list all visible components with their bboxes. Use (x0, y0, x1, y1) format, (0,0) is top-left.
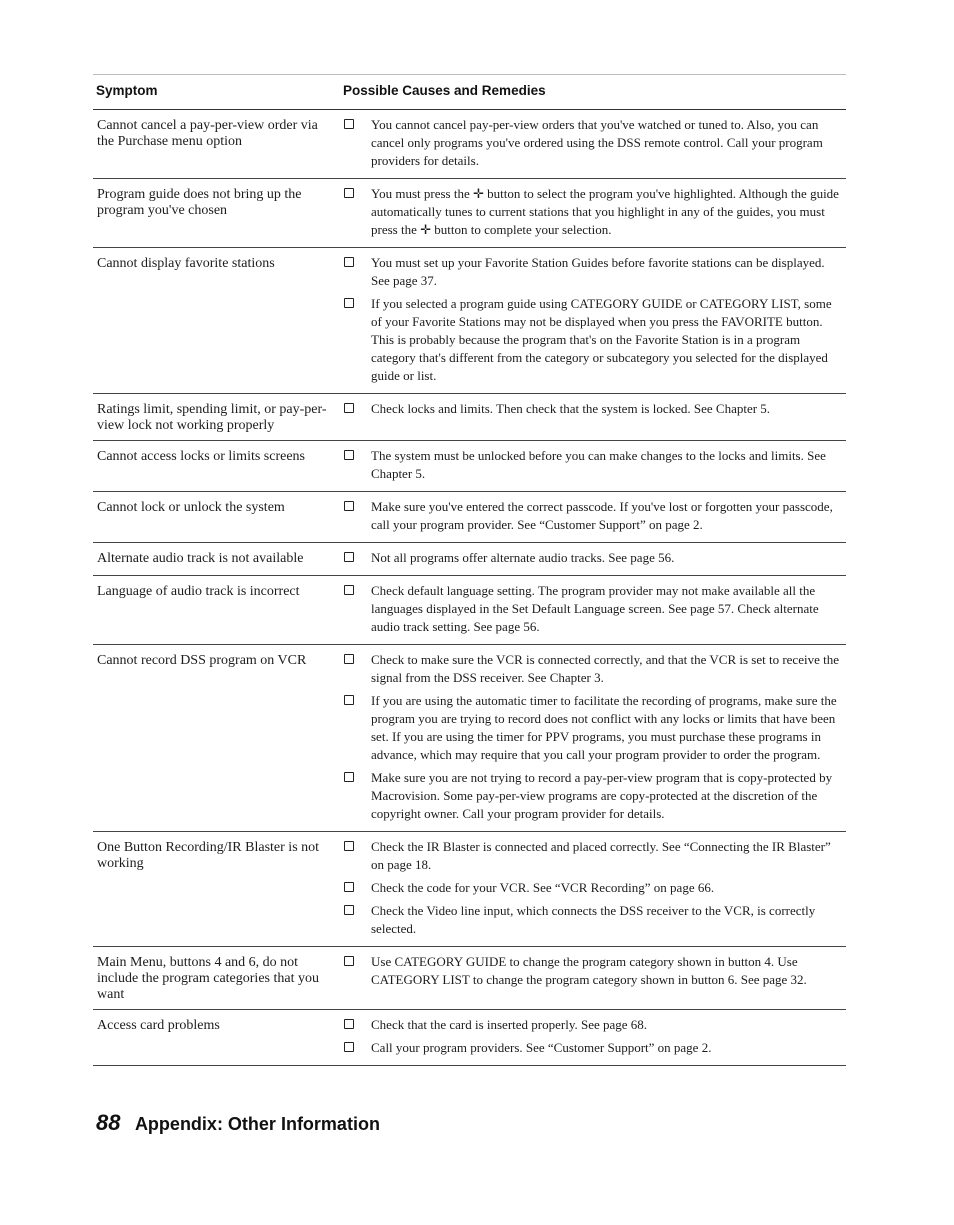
remedy-text: Check to make sure the VCR is connected correctly, and that the VCR is set to receive the signal from the DSS receiver. See Chapter 3. (371, 652, 839, 685)
causes-column-header: Possible Causes and Remedies (343, 83, 546, 98)
remedy-text: The system must be unlocked before you can make changes to the locks and limits. See Chapter 5. (371, 448, 826, 481)
remedy-item (333, 902, 842, 938)
checkbox-bullet-icon (344, 403, 354, 413)
remedy-text: Make sure you've entered the correct passcode. If you've lost or forgotten your passcode, call your program provider. See “Customer Support” on page 2. (371, 499, 833, 532)
symptom-text: Cannot lock or unlock the system (97, 500, 285, 515)
remedy-item (333, 1016, 842, 1034)
remedy-item (333, 447, 842, 483)
symptom-text: Cannot record DSS program on VCR (97, 653, 307, 668)
remedies-list (333, 492, 846, 542)
checkbox-bullet-icon (344, 695, 354, 705)
remedy-item (333, 692, 842, 764)
remedy-item (333, 549, 842, 567)
checkbox-bullet-icon (344, 450, 354, 460)
troubleshooting-table (93, 110, 846, 1066)
table-row (93, 492, 846, 543)
remedies-list (333, 179, 846, 247)
table-row (93, 947, 846, 1010)
checkbox-bullet-icon (344, 841, 354, 851)
checkbox-bullet-icon (344, 552, 354, 562)
remedy-text: Make sure you are not trying to record a pay-per-view program that is copy-protected by Macrovision. Some pay-per-view programs are copy-protected at the discretion of the copyright owner. Call your program provider for details. (371, 770, 833, 821)
remedy-text: Call your program providers. See “Customer Support” on page 2. (371, 1040, 712, 1055)
remedy-item (333, 953, 842, 989)
remedy-text: If you are using the automatic timer to facilitate the recording of programs, make sure the program you are trying to record does not conflict with any locks or limits that have been set. If you are using the timer for PPV programs, you must purchase these programs in advance, which may require that you call your program provider to order the program. (371, 693, 837, 762)
remedy-item (333, 400, 842, 418)
remedy-text: Use CATEGORY GUIDE to change the program category shown in button 4. Use CATEGORY LIST to change the program category shown in button 6. See page 32. (371, 954, 807, 987)
symptom-text: Alternate audio track is not available (97, 551, 304, 566)
symptom-text: Cannot access locks or limits screens (97, 449, 306, 464)
checkbox-bullet-icon (344, 882, 354, 892)
checkbox-bullet-icon (344, 772, 354, 782)
remedies-list (333, 1010, 846, 1065)
table-row (93, 394, 846, 441)
page-number: 88 (96, 1110, 121, 1135)
symptom-column-header: Symptom (96, 83, 158, 98)
remedies-list (333, 543, 846, 575)
remedy-item (333, 116, 842, 170)
symptom-text: Ratings limit, spending limit, or pay-per-view lock not working properly (97, 402, 327, 433)
checkbox-bullet-icon (344, 956, 354, 966)
remedies-list (333, 947, 846, 1009)
remedy-text: You must set up your Favorite Station Guides before favorite stations can be displayed. See page 37. (371, 255, 825, 288)
section-title: Appendix: Other Information (134, 1114, 380, 1134)
checkbox-bullet-icon (344, 257, 354, 267)
remedy-item (333, 295, 842, 385)
remedy-text: Check locks and limits. Then check that the system is locked. See Chapter 5. (371, 401, 771, 416)
remedy-text: Check the Video line input, which connects the DSS receiver to the VCR, is correctly selected. (371, 903, 816, 936)
remedies-list (333, 248, 846, 393)
table-row (93, 832, 846, 947)
remedy-text: Check default language setting. The program provider may not make available all the languages displayed in the Set Default Language screen. See page 57. Check alternate audio track setting. See page 56. (371, 583, 819, 634)
table-row (93, 110, 846, 179)
remedy-item (333, 838, 842, 874)
table-row (93, 441, 846, 492)
checkbox-bullet-icon (344, 1042, 354, 1052)
remedy-text: You must press the ✛ button to select the program you've highlighted. Although the guide automatically tunes to current stations that you highlight in any of the guides, you must press the ✛ button to complete your selection. (371, 186, 839, 237)
table-row (93, 576, 846, 645)
checkbox-bullet-icon (344, 188, 354, 198)
remedy-item (333, 498, 842, 534)
remedies-list (333, 441, 846, 491)
remedy-item (333, 879, 842, 897)
symptom-text: Cannot display favorite stations (97, 256, 275, 271)
checkbox-bullet-icon (344, 1019, 354, 1029)
remedy-text: You cannot cancel pay-per-view orders that you've watched or tuned to. Also, you can cancel only programs you've ordered using the DSS remote control. Call your program providers for details. (371, 117, 823, 168)
table-row (93, 179, 846, 248)
remedy-text: Check the code for your VCR. See “VCR Recording” on page 66. (371, 880, 715, 895)
remedy-text: Not all programs offer alternate audio tracks. See page 56. (371, 550, 675, 565)
checkbox-bullet-icon (344, 501, 354, 511)
table-row (93, 248, 846, 394)
table-row (93, 1010, 846, 1066)
remedies-list (333, 832, 846, 946)
remedies-list (333, 576, 846, 644)
page-footer (96, 1110, 380, 1136)
remedies-list (333, 394, 846, 440)
remedy-item (333, 185, 842, 239)
remedy-item (333, 769, 842, 823)
checkbox-bullet-icon (344, 585, 354, 595)
remedy-text: Check that the card is inserted properly. See page 68. (371, 1017, 648, 1032)
remedies-list (333, 645, 846, 831)
table-row (93, 543, 846, 576)
remedy-item (333, 254, 842, 290)
checkbox-bullet-icon (344, 905, 354, 915)
symptom-text: One Button Recording/IR Blaster is not working (97, 840, 320, 871)
checkbox-bullet-icon (344, 119, 354, 129)
remedy-text: Check the IR Blaster is connected and placed correctly. See “Connecting the IR Blaster” on page 18. (371, 839, 831, 872)
checkbox-bullet-icon (344, 654, 354, 664)
remedy-text: If you selected a program guide using CATEGORY GUIDE or CATEGORY LIST, some of your Favorite Stations may not be displayed when you press the FAVORITE button. This is probably because the program that's on the Favorite Station is in a program category that's different from the category or subcategory you selected for the displayed guide or list. (371, 296, 832, 383)
symptom-text: Language of audio track is incorrect (97, 584, 300, 599)
remedy-item (333, 651, 842, 687)
table-header (93, 74, 846, 110)
symptom-text: Cannot cancel a pay-per-view order via the Purchase menu option (97, 118, 318, 149)
symptom-text: Access card problems (97, 1018, 220, 1033)
checkbox-bullet-icon (344, 298, 354, 308)
table-row (93, 645, 846, 832)
symptom-text: Program guide does not bring up the program you've chosen (97, 187, 302, 218)
remedy-item (333, 1039, 842, 1057)
remedies-list (333, 110, 846, 178)
symptom-text: Main Menu, buttons 4 and 6, do not include the program categories that you want (97, 955, 319, 1002)
remedy-item (333, 582, 842, 636)
